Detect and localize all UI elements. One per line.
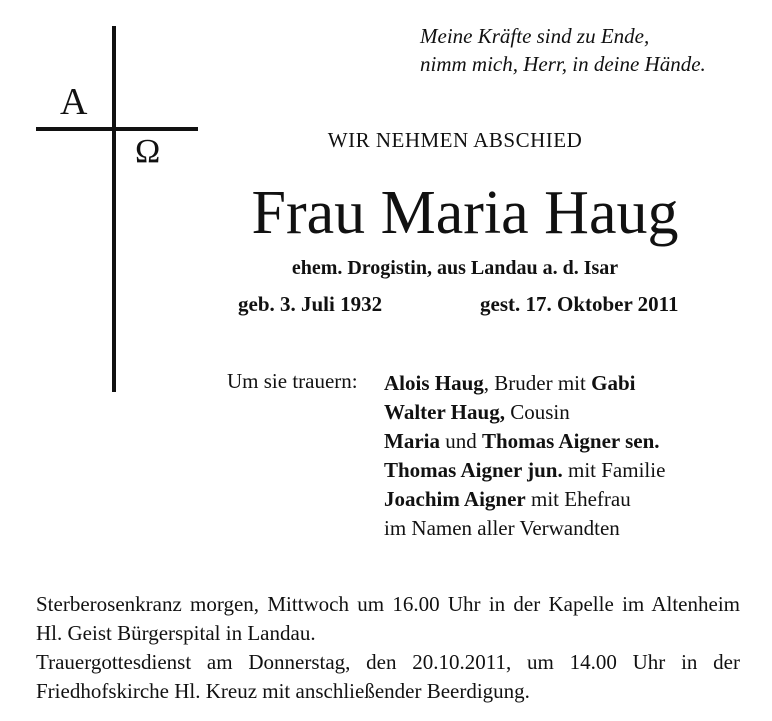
quote-line-1: Meine Kräfte sind zu Ende, xyxy=(420,24,650,48)
farewell-heading: WIR NEHMEN ABSCHIED xyxy=(327,128,583,152)
mourner-line: Alois Haug, Bruder mit Gabi xyxy=(384,371,636,395)
cross-horizontal-bar xyxy=(36,127,198,131)
quote-line-2: nimm mich, Herr, in deine Hände. xyxy=(420,52,706,76)
deceased-name: Frau Maria Haug xyxy=(251,179,679,247)
mourners-list xyxy=(384,369,665,543)
mourner-line: Walter Haug, Cousin xyxy=(384,400,570,424)
deceased-occupation: ehem. Drogistin, aus Landau a. d. Isar xyxy=(291,257,619,279)
mourner-line: im Namen aller Verwandten xyxy=(384,516,620,540)
birth-date: geb. 3. Juli 1932 xyxy=(238,292,383,316)
funeral-service-announcement: Trauergottesdienst am Donnerstag, den 20.10.2011, um 14.00 Uhr in der Friedhofskirche Hl. Kreuz mit anschließender Beerdigung. xyxy=(36,650,740,703)
cross-vertical-bar xyxy=(112,26,116,392)
mourners-label: Um sie trauern: xyxy=(227,369,358,393)
mourner-line: Thomas Aigner jun. mit Familie xyxy=(384,458,666,482)
alpha-symbol: A xyxy=(60,81,88,123)
bible-quote xyxy=(420,22,760,78)
mourner-line: Maria und Thomas Aigner sen. xyxy=(384,429,660,453)
mourner-line: Joachim Aigner mit Ehefrau xyxy=(384,487,631,511)
rosary-announcement: Sterberosenkranz morgen, Mittwoch um 16.00 Uhr in der Kapelle im Altenheim Hl. Geist Bürgerspital in Landau. xyxy=(36,592,740,645)
omega-symbol: Ω xyxy=(135,133,161,170)
death-date: gest. 17. Oktober 2011 xyxy=(480,292,679,316)
